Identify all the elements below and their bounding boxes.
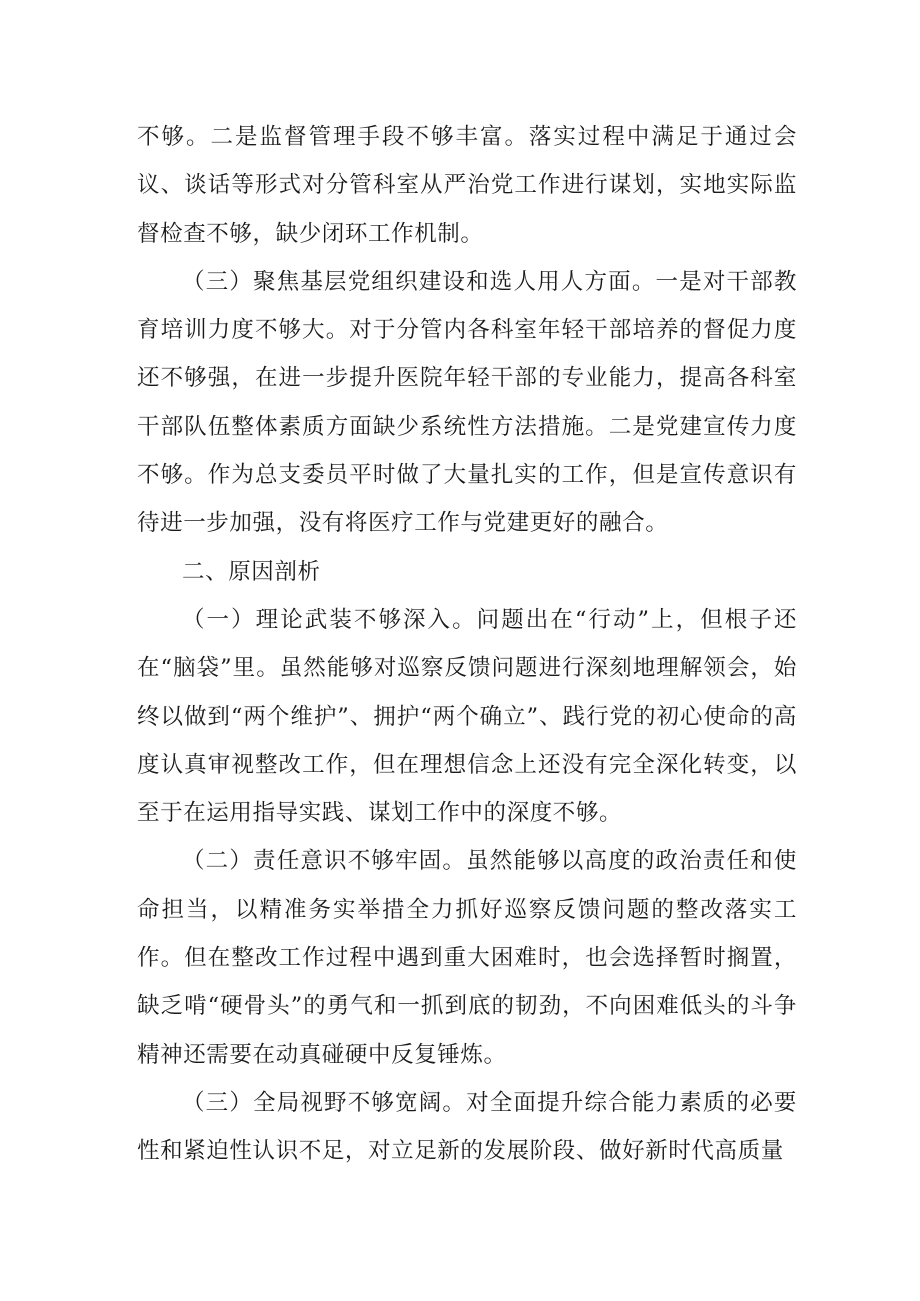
paragraph-continuation: 不够。二是监督管理手段不够丰富。落实过程中满足于通过会议、谈话等形式对分管科室从严治党工作进行谋划，实地实际监督检查不够，缺少闭环工作机制。: [137, 124, 797, 247]
section-heading-cause-analysis: 二、原因剖析: [182, 558, 321, 585]
document-body: [137, 113, 797, 1176]
paragraph-grassroots-party: （三）聚焦基层党组织建设和选人用人方面。一是对干部教育培训力度不够大。对于分管内各科室年轻干部培养的督促力度还不够强，在进一步提升医院年轻干部的专业能力，提高各科室干部队伍整体素质方面缺少系统性方法措施。二是党建宣传力度不够。作为总支委员平时做了大量扎实的工作，但是宣传意识有待进一步加强，没有将医疗工作与党建更好的融合。: [137, 268, 797, 537]
paragraph-theory: （一）理论武装不够深入。问题出在“行动”上，但根子还在“脑袋”里。虽然能够对巡察反馈问题进行深刻地理解领会，始终以做到“两个维护”、拥护“两个确立”、践行党的初心使命的高度认真审视整改工作，但在理想信念上还没有完全深化转变，以至于在运用指导实践、谋划工作中的深度不够。: [137, 606, 797, 827]
paragraph-global-vision: （三）全局视野不够宽阔。对全面提升综合能力素质的必要性和紧迫性认识不足，对立足新的发展阶段、做好新时代高质量: [137, 1089, 797, 1165]
paragraph-responsibility: （二）责任意识不够牢固。虽然能够以高度的政治责任和使命担当，以精准务实举措全力抓好巡察反馈问题的整改落实工作。但在整改工作过程中遇到重大困难时，也会选择暂时搁置，缺乏啃“硬骨头”的勇气和一抓到底的韧劲，不向困难低头的斗争精神还需要在动真碰硬中反复锤炼。: [137, 848, 797, 1068]
